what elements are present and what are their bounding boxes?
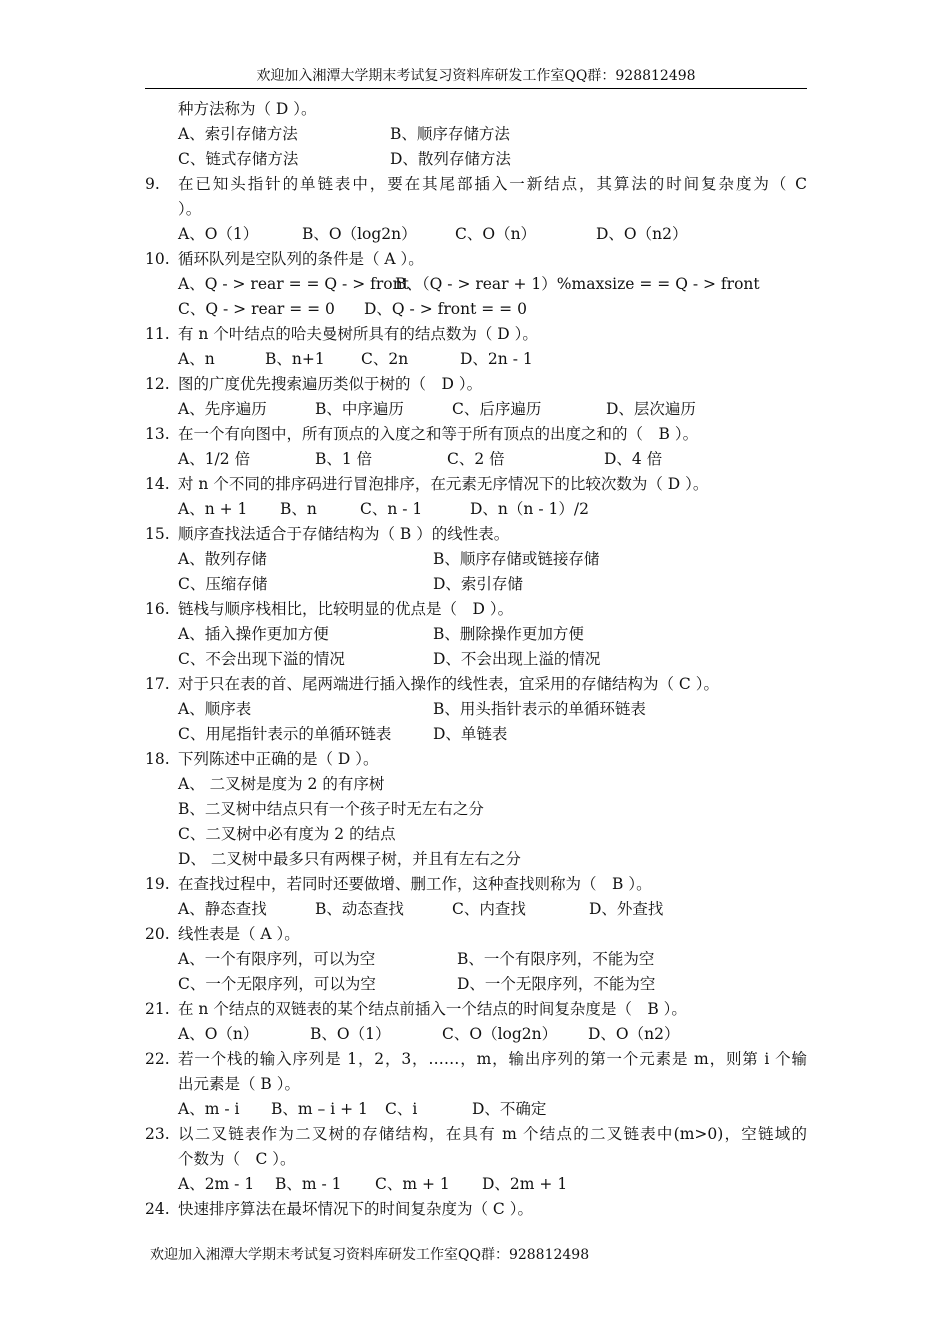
option: B、O（1） (310, 1025, 391, 1043)
question-text: 以二叉链表作为二叉树的存储结构，在具有 m 个结点的二叉链表中(m>0)，空链域的 (178, 1125, 807, 1143)
options-row (145, 722, 807, 747)
option: A、先序遍历 (178, 400, 267, 418)
question-text: 链栈与顺序栈相比，比较明显的优点是（ D ）。 (178, 600, 514, 618)
option: D、4 倍 (604, 450, 663, 468)
question-number: 14. (145, 475, 170, 493)
question-text-cont: 出元素是（ B ）。 (178, 1075, 300, 1093)
option: C、用尾指针表示的单循环链表 (178, 725, 392, 743)
question-22 (145, 1047, 807, 1072)
question-20 (145, 922, 807, 947)
option: C、不会出现下溢的情况 (178, 650, 345, 668)
option: D、单链表 (433, 725, 508, 743)
question-text: 对 n 个不同的排序码进行冒泡排序，在元素无序情况下的比较次数为（ D ）。 (178, 475, 709, 493)
option: D、索引存储 (433, 575, 523, 593)
question-number: 16. (145, 600, 170, 618)
option: A、1/2 倍 (178, 450, 251, 468)
option: C、二叉树中必有度为 2 的结点 (178, 825, 396, 843)
options-row (145, 297, 807, 322)
question-9 (145, 172, 807, 197)
option: C、链式存储方法 (178, 150, 299, 168)
options-row (145, 697, 807, 722)
question-15 (145, 522, 807, 547)
question-number: 19. (145, 875, 170, 893)
options-row (145, 1097, 807, 1122)
option: D、Q - > front = = 0 (364, 300, 527, 318)
options-row (145, 147, 807, 172)
option: C、O（log2n） (442, 1025, 558, 1043)
question-text: 线性表是（ A ）。 (178, 925, 300, 943)
question-text: 顺序查找法适合于存储结构为（ B ）的线性表。 (178, 525, 510, 543)
question-23 (145, 1122, 807, 1147)
option: D、O（n2） (596, 225, 688, 243)
option: A、索引存储方法 (178, 125, 298, 143)
option: C、2 倍 (447, 450, 505, 468)
question-number: 21. (145, 1000, 170, 1018)
question-16 (145, 597, 807, 622)
option: A、n + 1 (178, 500, 248, 518)
question-14 (145, 472, 807, 497)
option: B、动态查找 (315, 900, 404, 918)
option: B、1 倍 (315, 450, 373, 468)
option: D、 二叉树中最多只有两棵子树，并且有左右之分 (178, 850, 521, 868)
option: C、n - 1 (360, 500, 423, 518)
option: D、层次遍历 (606, 400, 696, 418)
option: B、m - 1 (275, 1175, 342, 1193)
question-text: 在一个有向图中，所有顶点的入度之和等于所有顶点的出度之和的（ B ）。 (178, 425, 699, 443)
question-number: 17. (145, 675, 170, 693)
option: B、一个有限序列，不能为空 (457, 950, 655, 968)
question-text: 快速排序算法在最坏情况下的时间复杂度为（ C ）。 (178, 1200, 533, 1218)
option: B、（Q - > rear + 1）%maxsize = = Q - > front (395, 275, 760, 293)
option: C、i (385, 1100, 418, 1118)
options-row (145, 122, 807, 147)
option: A、2m - 1 (178, 1175, 255, 1193)
options-row (145, 397, 807, 422)
question-number: 23. (145, 1125, 170, 1143)
options-row (145, 572, 807, 597)
option: B、O（log2n） (302, 225, 417, 243)
option: C、2n (361, 350, 409, 368)
options-row (145, 947, 807, 972)
question-number: 18. (145, 750, 170, 768)
question-text: 若一个栈的输入序列是 1，2，3，……，m，输出序列的第一个元素是 m，则第 i 个输 (178, 1050, 807, 1068)
question-21 (145, 997, 807, 1022)
page-header: 欢迎加入湘潭大学期末考试复习资料库研发工作室QQ群：928812498 (145, 66, 807, 89)
option: D、n（n - 1）/2 (470, 500, 589, 518)
options-row (145, 897, 807, 922)
option: A、 二叉树是度为 2 的有序树 (178, 775, 385, 793)
options-row (145, 622, 807, 647)
option: A、静态查找 (178, 900, 267, 918)
options-row (145, 447, 807, 472)
option: B、删除操作更加方便 (433, 625, 584, 643)
option: B、n (280, 500, 317, 518)
option: A、插入操作更加方便 (178, 625, 329, 643)
option: D、不会出现上溢的情况 (433, 650, 601, 668)
question-text: 有 n 个叶结点的哈夫曼树所具有的结点数为（ D ）。 (178, 325, 538, 343)
question-text: 在 n 个结点的双链表的某个结点前插入一个结点的时间复杂度是（ B ）。 (178, 1000, 687, 1018)
question-text: 在查找过程中，若同时还要做增、删工作，这种查找则称为（ B ）。 (178, 875, 652, 893)
question-number: 24. (145, 1200, 170, 1218)
option: A、m - i (178, 1100, 240, 1118)
option: D、外查找 (589, 900, 664, 918)
option: B、m – i + 1 (271, 1100, 368, 1118)
option: A、O（n） (178, 1025, 259, 1043)
options-row (145, 972, 807, 997)
question-text: 下列陈述中正确的是（ D ）。 (178, 750, 379, 768)
option: C、Q - > rear = = 0 (178, 300, 335, 318)
question-number: 13. (145, 425, 170, 443)
option: A、散列存储 (178, 550, 267, 568)
options-row (145, 1172, 807, 1197)
option: D、2n - 1 (460, 350, 533, 368)
question-continuation: 种方法称为（ D ）。 (178, 100, 317, 118)
option: D、2m + 1 (482, 1175, 568, 1193)
option: D、一个无限序列，不能为空 (457, 975, 656, 993)
option: B、用头指针表示的单循环链表 (433, 700, 646, 718)
options-row (145, 647, 807, 672)
option: C、m + 1 (375, 1175, 450, 1193)
option: B、顺序存储或链接存储 (433, 550, 600, 568)
option: C、压缩存储 (178, 575, 268, 593)
options-row (145, 1022, 807, 1047)
option: A、一个有限序列，可以为空 (178, 950, 376, 968)
question-text: 图的广度优先搜索遍历类似于树的（ D ）。 (178, 375, 483, 393)
question-number: 11. (145, 325, 170, 343)
option: B、n+1 (265, 350, 325, 368)
question-text-cont: 个数为（ C ）。 (178, 1150, 296, 1168)
option: B、二叉树中结点只有一个孩子时无左右之分 (178, 800, 484, 818)
question-number: 20. (145, 925, 170, 943)
question-number: 12. (145, 375, 170, 393)
option: C、一个无限序列，可以为空 (178, 975, 376, 993)
question-13 (145, 422, 807, 447)
question-text: 对于只在表的首、尾两端进行插入操作的线性表，宜采用的存储结构为（ C ）。 (178, 675, 719, 693)
option: C、内查找 (452, 900, 526, 918)
option: A、O（1） (178, 225, 259, 243)
question-number: 15. (145, 525, 170, 543)
question-17 (145, 672, 807, 697)
question-19 (145, 872, 807, 897)
question-number: 10. (145, 250, 170, 268)
options-row (145, 272, 807, 297)
option: C、后序遍历 (452, 400, 542, 418)
option: A、n (178, 350, 215, 368)
question-text: 循环队列是空队列的条件是（ A ）。 (178, 250, 424, 268)
option: D、不确定 (472, 1100, 547, 1118)
option: D、O（n2） (588, 1025, 680, 1043)
option: D、散列存储方法 (390, 150, 511, 168)
option: A、Q - > rear = = Q - > front (178, 275, 409, 293)
options-row (145, 547, 807, 572)
option: A、顺序表 (178, 700, 252, 718)
options-row (145, 222, 807, 247)
question-text: 在已知头指针的单链表中，要在其尾部插入一新结点，其算法的时间复杂度为（ C (178, 175, 807, 193)
question-11 (145, 322, 807, 347)
question-12 (145, 372, 807, 397)
option: C、O（n） (455, 225, 537, 243)
question-number: 9. (145, 175, 160, 193)
options-row (145, 497, 807, 522)
question-18 (145, 747, 807, 772)
question-text-cont: ）。 (178, 200, 202, 218)
option: B、中序遍历 (315, 400, 404, 418)
options-row (145, 347, 807, 372)
question-10 (145, 247, 807, 272)
question-number: 22. (145, 1050, 170, 1068)
question-24 (145, 1197, 807, 1222)
question-list (145, 97, 807, 1222)
page-footer: 欢迎加入湘潭大学期末考试复习资料库研发工作室QQ群：928812498 (150, 1247, 590, 1263)
option: B、顺序存储方法 (390, 125, 510, 143)
